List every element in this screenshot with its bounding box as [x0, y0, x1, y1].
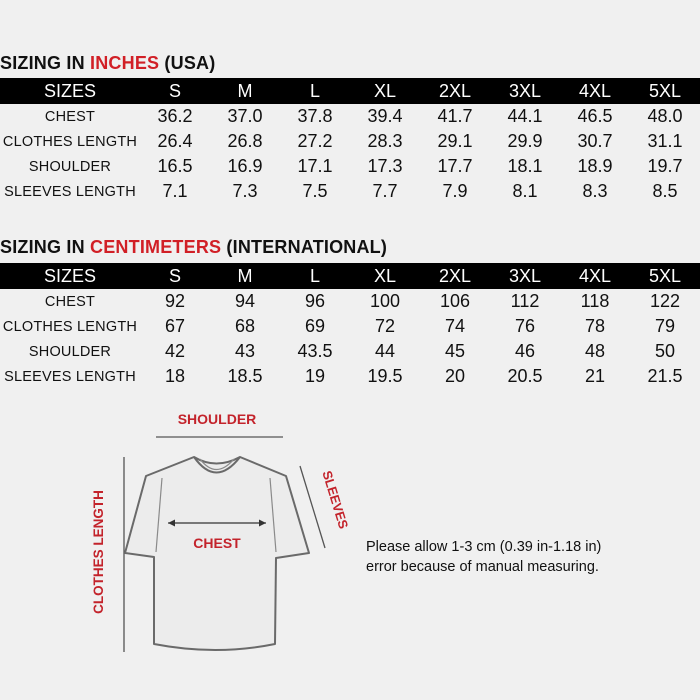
inches-section-title [0, 53, 215, 74]
row-label: SLEEVES LENGTH [4, 183, 136, 200]
table-cell: 29.9 [507, 131, 543, 151]
table-cell: 21.5 [647, 366, 683, 386]
size-column-header: M [210, 78, 280, 104]
size-column-header: 5XL [630, 78, 700, 104]
table-cell: 100 [369, 291, 401, 311]
table-cell: 67 [164, 316, 186, 336]
table-row [0, 129, 700, 154]
table-cell: 31.1 [647, 131, 683, 151]
table-cell: 29.1 [437, 131, 473, 151]
table-cell: 19 [304, 366, 326, 386]
size-column-header: M [210, 263, 280, 289]
table-cell: 8.1 [512, 181, 538, 201]
table-cell: 96 [304, 291, 326, 311]
table-row [0, 154, 700, 179]
table-cell: 7.9 [442, 181, 468, 201]
inches-title-accent: INCHES [90, 53, 160, 73]
size-column-header: L [280, 263, 350, 289]
size-column-header: 3XL [490, 263, 560, 289]
table-row [0, 289, 700, 314]
centimeters-section-title [0, 237, 387, 258]
size-column-header: XL [350, 263, 420, 289]
table-row [0, 314, 700, 339]
row-label: SHOULDER [28, 343, 112, 360]
size-column-header: 4XL [560, 263, 630, 289]
table-cell: 28.3 [367, 131, 403, 151]
table-cell: 18.5 [227, 366, 263, 386]
table-cell: 7.7 [372, 181, 398, 201]
note-line-1: Please allow 1-3 cm (0.39 in-1.18 in) [366, 539, 602, 555]
row-label: CLOTHES LENGTH [2, 318, 138, 335]
table-cell: 17.7 [437, 156, 473, 176]
table-cell: 46.5 [577, 106, 613, 126]
table-cell: 46 [514, 341, 536, 361]
table-row [0, 179, 700, 204]
table-cell: 78 [584, 316, 606, 336]
size-column-header: L [280, 78, 350, 104]
row-label: CHEST [44, 293, 96, 310]
size-column-header: S [140, 263, 210, 289]
table-cell: 19.7 [647, 156, 683, 176]
table-header-row [0, 263, 700, 289]
size-column-header: S [140, 78, 210, 104]
table-row [0, 104, 700, 129]
table-cell: 76 [514, 316, 536, 336]
table-cell: 48.0 [647, 106, 683, 126]
inches-title-prefix: SIZING IN [0, 53, 91, 73]
table-cell: 18.9 [577, 156, 613, 176]
table-cell: 30.7 [577, 131, 613, 151]
size-column-header: 5XL [630, 263, 700, 289]
tshirt-body [125, 457, 309, 650]
table-cell: 19.5 [367, 366, 403, 386]
table-cell: 122 [649, 291, 681, 311]
table-cell: 79 [654, 316, 676, 336]
measurement-note [366, 537, 601, 577]
size-column-header: 2XL [420, 263, 490, 289]
table-cell: 118 [580, 291, 610, 311]
table-cell: 7.5 [302, 181, 328, 201]
table-row [0, 364, 700, 389]
row-label: CLOTHES LENGTH [2, 133, 138, 150]
centimeters-title-accent: CENTIMETERS [90, 237, 222, 257]
note-line-2: error because of manual measuring. [366, 559, 599, 575]
table-cell: 42 [164, 341, 186, 361]
sleeves-label: SLEEVES [319, 468, 352, 531]
table-cell: 43 [234, 341, 256, 361]
size-column-header: 3XL [490, 78, 560, 104]
table-cell: 26.4 [157, 131, 193, 151]
table-cell: 50 [654, 341, 676, 361]
table-cell: 16.5 [157, 156, 193, 176]
table-cell: 8.5 [652, 181, 678, 201]
clothes-length-label: CLOTHES LENGTH [91, 490, 106, 614]
table-cell: 74 [444, 316, 466, 336]
table-cell: 37.0 [227, 106, 263, 126]
size-column-header: XL [350, 78, 420, 104]
size-column-header: 2XL [420, 78, 490, 104]
table-cell: 44.1 [507, 106, 543, 126]
table-cell: 72 [374, 316, 396, 336]
table-cell: 112 [510, 291, 540, 311]
sizes-header: SIZES [0, 263, 140, 289]
table-cell: 20.5 [507, 366, 543, 386]
inches-size-table [0, 78, 700, 204]
table-cell: 43.5 [297, 341, 333, 361]
table-header-row [0, 78, 700, 104]
row-label: SLEEVES LENGTH [4, 368, 136, 385]
table-cell: 8.3 [582, 181, 608, 201]
table-cell: 48 [584, 341, 606, 361]
centimeters-title-prefix: SIZING IN [0, 237, 91, 257]
table-cell: 69 [304, 316, 326, 336]
centimeters-size-table [0, 263, 700, 389]
table-cell: 20 [444, 366, 466, 386]
table-cell: 45 [444, 341, 466, 361]
table-cell: 16.9 [227, 156, 263, 176]
inches-title-suffix: (USA) [159, 53, 216, 73]
table-cell: 18 [164, 366, 186, 386]
chest-label: CHEST [193, 535, 241, 551]
table-row [0, 339, 700, 364]
size-column-header: 4XL [560, 78, 630, 104]
table-cell: 106 [439, 291, 471, 311]
table-cell: 44 [374, 341, 396, 361]
row-label: SHOULDER [28, 158, 112, 175]
table-cell: 36.2 [157, 106, 193, 126]
table-cell: 27.2 [297, 131, 333, 151]
table-cell: 7.3 [232, 181, 258, 201]
centimeters-title-suffix: (INTERNATIONAL) [221, 237, 388, 257]
table-cell: 26.8 [227, 131, 263, 151]
row-label: CHEST [44, 108, 96, 125]
table-cell: 92 [164, 291, 186, 311]
table-cell: 39.4 [367, 106, 403, 126]
table-cell: 7.1 [162, 181, 188, 201]
sizes-header: SIZES [0, 78, 140, 104]
table-cell: 21 [584, 366, 606, 386]
table-cell: 17.3 [367, 156, 403, 176]
table-cell: 18.1 [507, 156, 543, 176]
table-cell: 41.7 [437, 106, 473, 126]
table-cell: 37.8 [297, 106, 333, 126]
shoulder-label: SHOULDER [177, 411, 257, 427]
table-cell: 17.1 [297, 156, 333, 176]
table-cell: 94 [234, 291, 256, 311]
table-cell: 68 [234, 316, 256, 336]
